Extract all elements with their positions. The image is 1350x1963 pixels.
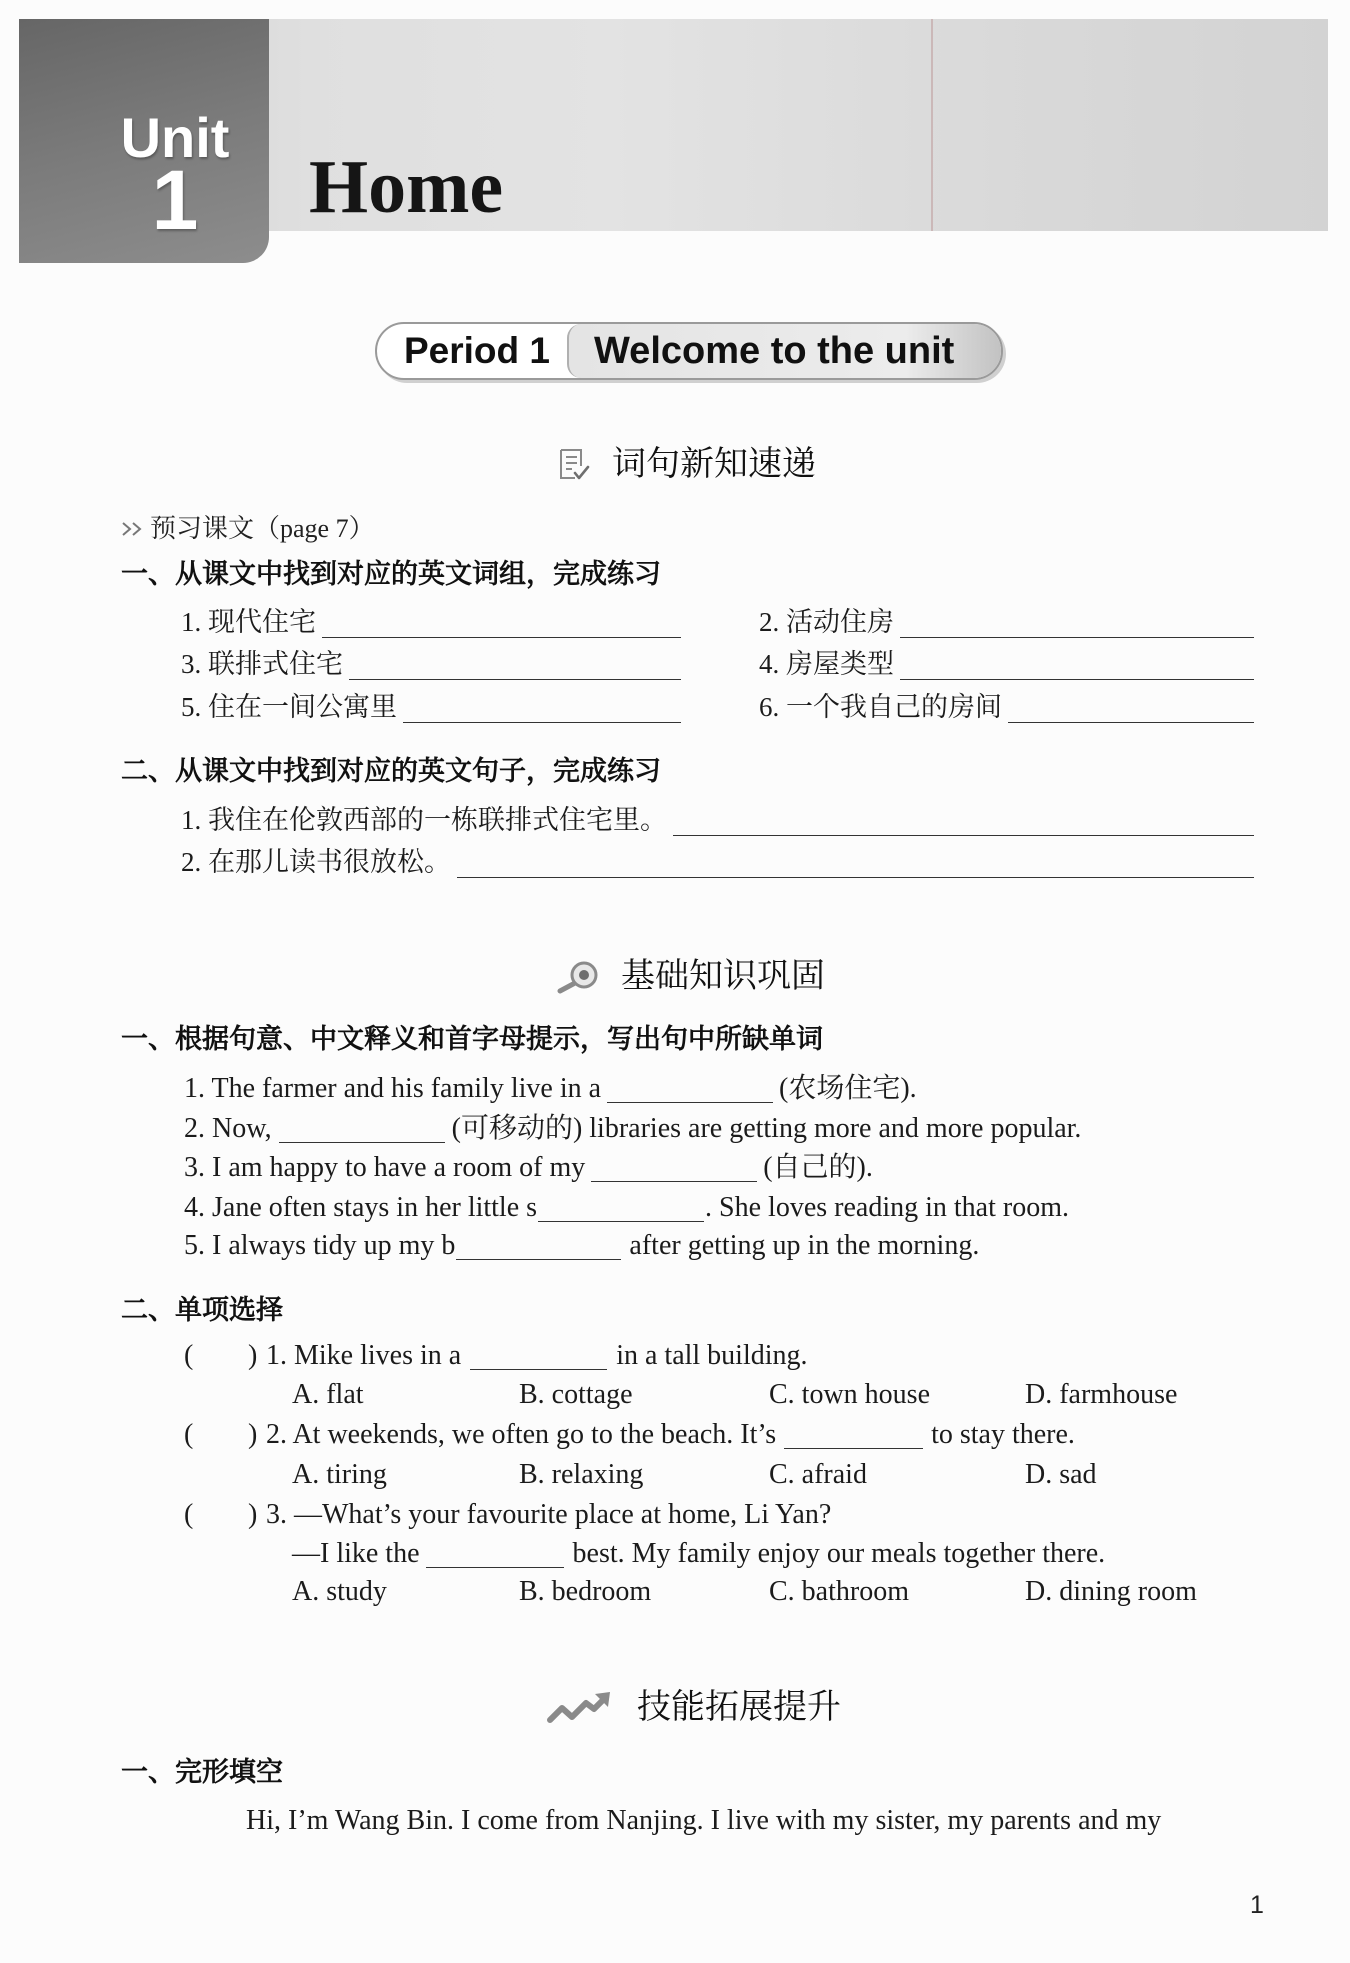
- phrase-item: [759, 689, 1254, 723]
- answer-blank: [403, 722, 681, 723]
- option-b: B. cottage: [519, 1379, 633, 1410]
- answer-blank: [1008, 722, 1254, 723]
- fill-in-item: [184, 1230, 979, 1262]
- fill-in-item: [184, 1192, 1069, 1224]
- question-stem-text: 1. Mike lives in a: [266, 1340, 462, 1371]
- fill-in-item: [184, 1113, 1081, 1145]
- phrase-item-text: 2. 活动住房: [759, 607, 894, 637]
- option-d: D. sad: [1025, 1459, 1097, 1490]
- phrase-item-text: 5. 住在一间公寓里: [181, 692, 397, 722]
- period-banner: [375, 322, 1003, 380]
- cloze-passage: Hi, I’m Wang Bin. I come from Nanjing. I live with my sister, my parents and my: [246, 1805, 1162, 1836]
- phrase-item-text: 4. 房屋类型: [759, 649, 894, 679]
- answer-paren-close: ): [248, 1340, 258, 1371]
- phrase-item: [181, 689, 681, 723]
- answer-blank: [457, 877, 1254, 878]
- page-number: 1: [1250, 1891, 1264, 1919]
- unit-label: Unit: [120, 106, 230, 169]
- option-d: D. farmhouse: [1025, 1379, 1178, 1410]
- fill-in-text: 5. I always tidy up my b: [184, 1230, 456, 1261]
- magnifier-icon: [554, 960, 600, 994]
- fill-in-text: 3. I am happy to have a room of my: [184, 1152, 586, 1183]
- answer-blank: [591, 1181, 757, 1182]
- answer-blank: [673, 835, 1254, 836]
- fill-in-text: 2. Now,: [184, 1113, 272, 1144]
- question-stem: [266, 1340, 808, 1372]
- phrase-item: [181, 646, 681, 680]
- exercise-title: 一、从课文中找到对应的英文词组，完成练习: [121, 559, 661, 589]
- answer-paren-open: (: [184, 1499, 194, 1530]
- fill-in-text: 4. Jane often stays in her little s: [184, 1192, 538, 1223]
- answer-blank: [784, 1448, 923, 1449]
- answer-blank: [607, 1102, 773, 1103]
- notebook-icon: [556, 447, 590, 481]
- fill-in-item: [184, 1073, 917, 1105]
- option-b: B. bedroom: [519, 1576, 652, 1607]
- phrase-item-text: 1. 现代住宅: [181, 607, 316, 637]
- answer-blank: [456, 1259, 621, 1260]
- phrase-item: [181, 604, 681, 638]
- answer-blank: [349, 679, 681, 680]
- option-c: C. bathroom: [769, 1576, 909, 1607]
- option-a: A. flat: [292, 1379, 364, 1410]
- section-heading-basic-knowledge: 基础知识巩固: [621, 957, 825, 995]
- option-a: A. study: [292, 1576, 387, 1607]
- option-d: D. dining room: [1025, 1576, 1197, 1607]
- fill-in-item: [184, 1152, 873, 1184]
- option-c: C. afraid: [769, 1459, 867, 1490]
- question-stem-text: 2. At weekends, we often go to the beach. It’s: [266, 1419, 777, 1450]
- option-b: B. relaxing: [519, 1459, 644, 1490]
- question-reply-text: best. My family enjoy our meals together there.: [572, 1538, 1106, 1569]
- fill-in-hint: after getting up in the morning.: [629, 1230, 980, 1261]
- header-divider-line: [931, 19, 933, 231]
- question-reply: [292, 1538, 1105, 1570]
- preview-instruction: 预习课文（page 7）: [150, 514, 375, 543]
- fill-in-hint: (自己的).: [763, 1152, 873, 1183]
- exercise-title: 二、单项选择: [121, 1295, 283, 1325]
- fill-in-hint: (可移动的) libraries are getting more and more popular.: [451, 1113, 1082, 1144]
- period-title: Welcome to the unit: [594, 330, 955, 372]
- double-chevron-icon: [121, 520, 145, 538]
- fill-in-hint: . She loves reading in that room.: [705, 1192, 1069, 1223]
- sentence-item-text: 1. 我住在伦敦西部的一栋联排式住宅里。: [181, 805, 667, 835]
- fill-in-hint: (农场住宅).: [779, 1073, 917, 1104]
- sentence-item: [181, 844, 1254, 878]
- answer-paren-open: (: [184, 1340, 194, 1371]
- sentence-item: [181, 802, 1254, 836]
- fill-in-text: 1. The farmer and his family live in a: [184, 1073, 602, 1104]
- unit-title: Home: [309, 145, 504, 229]
- question-stem: 3. —What’s your favourite place at home, Li Yan?: [266, 1499, 832, 1530]
- exercise-title: 二、从课文中找到对应的英文句子，完成练习: [121, 756, 661, 786]
- answer-blank: [279, 1142, 445, 1143]
- answer-blank: [322, 637, 681, 638]
- section-heading-new-words: 词句新知速递: [612, 445, 816, 483]
- trend-up-icon: [546, 1690, 612, 1725]
- answer-blank: [426, 1567, 564, 1568]
- phrase-item-text: 6. 一个我自己的房间: [759, 692, 1002, 722]
- exercise-title: 一、完形填空: [121, 1757, 283, 1787]
- option-c: C. town house: [769, 1379, 930, 1410]
- sentence-item-text: 2. 在那儿读书很放松。: [181, 847, 451, 877]
- answer-paren-close: ): [248, 1499, 258, 1530]
- unit-number: 1: [151, 153, 199, 247]
- answer-blank: [900, 679, 1254, 680]
- answer-paren-open: (: [184, 1419, 194, 1450]
- section-heading-skills: 技能拓展提升: [637, 1688, 841, 1726]
- answer-paren-close: ): [248, 1419, 258, 1450]
- phrase-item: [759, 604, 1254, 638]
- phrase-item: [759, 646, 1254, 680]
- question-stem: [266, 1419, 1075, 1451]
- exercise-title: 一、根据句意、中文释义和首字母提示，写出句中所缺单词: [121, 1024, 823, 1054]
- answer-blank: [470, 1369, 607, 1370]
- question-reply-text: —I like the: [292, 1538, 420, 1569]
- question-stem-text: in a tall building.: [616, 1340, 808, 1371]
- answer-blank: [538, 1221, 704, 1222]
- option-a: A. tiring: [292, 1459, 387, 1490]
- period-label: Period 1: [404, 330, 550, 371]
- answer-blank: [900, 637, 1254, 638]
- phrase-item-text: 3. 联排式住宅: [181, 649, 343, 679]
- question-stem-text: to stay there.: [931, 1419, 1075, 1450]
